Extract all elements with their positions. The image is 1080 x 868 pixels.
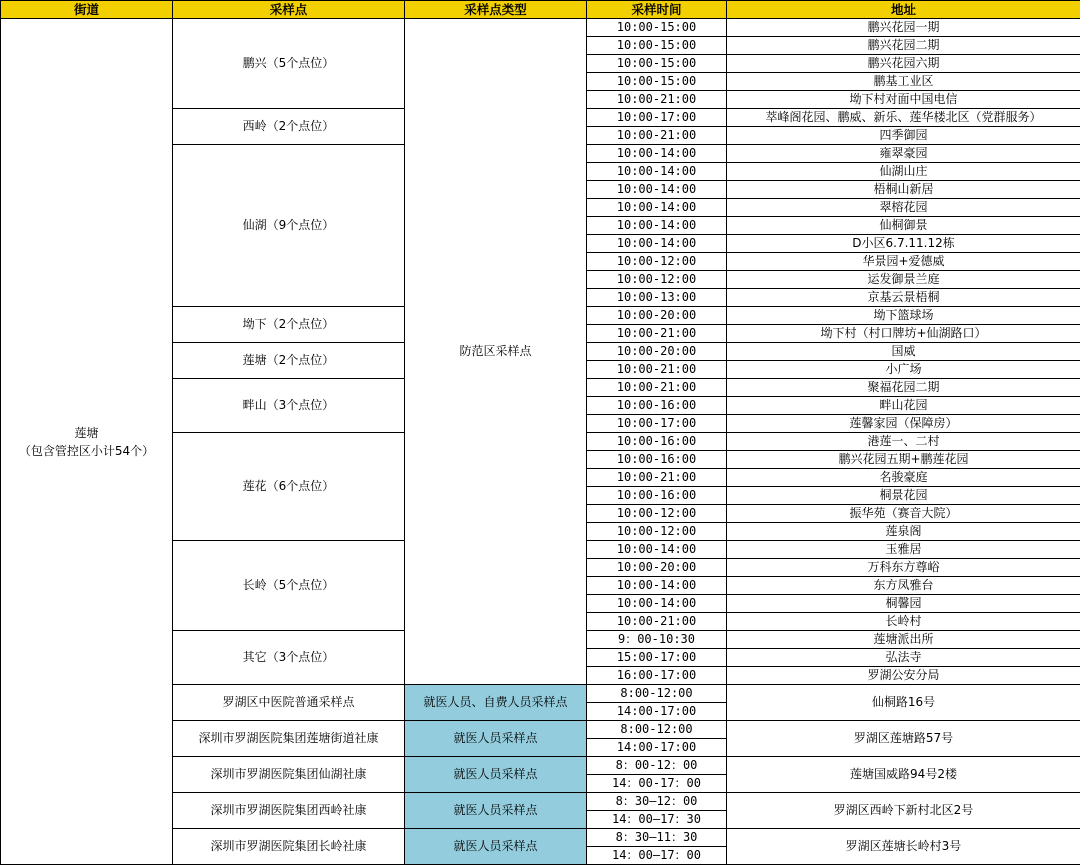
header-type: 采样点类型 [405,1,587,19]
address-cell: 万科东方尊峪 [727,559,1080,577]
time-cell: 10:00-14:00 [587,181,727,199]
address-cell: 坳下篮球场 [727,307,1080,325]
header-site: 采样点 [173,1,405,19]
time-cell: 16:00-17:00 [587,667,727,685]
address-cell: 运发御景兰庭 [727,271,1080,289]
time-cell: 8：00-12：00 [587,757,727,775]
address-cell: 仙桐御景 [727,217,1080,235]
time-cell: 10:00-14:00 [587,199,727,217]
address-cell: 国威 [727,343,1080,361]
time-cell: 10:00-16:00 [587,487,727,505]
address-cell: D小区6.7.11.12栋 [727,235,1080,253]
address-cell: 弘法寺 [727,649,1080,667]
time-cell: 10:00-21:00 [587,127,727,145]
time-cell: 10:00-14:00 [587,541,727,559]
time-cell: 10:00-15:00 [587,55,727,73]
site-cell: 西岭（2个点位） [173,109,405,145]
type-cell: 就医人员采样点 [405,757,587,793]
address-cell: 桐景花园 [727,487,1080,505]
site-cell: 仙湖（9个点位） [173,145,405,307]
time-cell: 10:00-12:00 [587,523,727,541]
address-cell: 鹏兴花园二期 [727,37,1080,55]
address-cell: 玉雅居 [727,541,1080,559]
time-cell: 10:00-13:00 [587,289,727,307]
time-cell: 14：00—17：30 [587,811,727,829]
header-row [1,1,1080,19]
address-cell: 坳下村（村口牌坊+仙湖路口） [727,325,1080,343]
site-cell: 莲花（6个点位） [173,433,405,541]
time-cell: 14:00-17:00 [587,739,727,757]
address-cell: 华景园+爱德威 [727,253,1080,271]
address-cell: 莲塘派出所 [727,631,1080,649]
time-cell: 10:00-14:00 [587,595,727,613]
address-cell: 雍翠豪园 [727,145,1080,163]
header-address: 地址 [727,1,1080,19]
time-cell: 15:00-17:00 [587,649,727,667]
site-cell: 长岭（5个点位） [173,541,405,631]
type-cell: 就医人员采样点 [405,721,587,757]
site-cell: 深圳市罗湖医院集团仙湖社康 [173,757,405,793]
table-row [1,19,1080,37]
site-cell: 鹏兴（5个点位） [173,19,405,109]
time-cell: 10:00-21:00 [587,379,727,397]
address-cell: 萃峰阁花园、鹏威、新乐、莲华楼北区（党群服务） [727,109,1080,127]
address-cell: 长岭村 [727,613,1080,631]
site-cell: 坳下（2个点位） [173,307,405,343]
time-cell: 10:00-16:00 [587,433,727,451]
time-cell: 10:00-14:00 [587,163,727,181]
site-cell: 罗湖区中医院普通采样点 [173,685,405,721]
time-cell: 10:00-14:00 [587,217,727,235]
time-cell: 10:00-21:00 [587,361,727,379]
street-note: （包含管控区小计54个） [18,443,155,458]
address-cell: 坳下村对面中国电信 [727,91,1080,109]
address-cell: 罗湖区莲塘长岭村3号 [727,829,1080,865]
address-cell: 鹏基工业区 [727,73,1080,91]
site-cell: 莲塘（2个点位） [173,343,405,379]
time-cell: 9：00-10:30 [587,631,727,649]
time-cell: 10:00-16:00 [587,451,727,469]
time-cell: 14:00-17:00 [587,703,727,721]
site-cell: 畔山（3个点位） [173,379,405,433]
time-cell: 10:00-21:00 [587,325,727,343]
address-cell: 莲馨家园（保障房） [727,415,1080,433]
address-cell: 畔山花园 [727,397,1080,415]
address-cell: 鹏兴花园一期 [727,19,1080,37]
address-cell: 仙湖山庄 [727,163,1080,181]
time-cell: 10:00-14:00 [587,235,727,253]
time-cell: 10:00-14:00 [587,577,727,595]
address-cell: 梧桐山新居 [727,181,1080,199]
address-cell: 鹏兴花园五期+鹏莲花园 [727,451,1080,469]
time-cell: 10:00-12:00 [587,253,727,271]
header-time: 采样时间 [587,1,727,19]
address-cell: 桐馨园 [727,595,1080,613]
type-cell: 就医人员采样点 [405,793,587,829]
address-cell: 港莲一、二村 [727,433,1080,451]
site-cell: 深圳市罗湖医院集团莲塘街道社康 [173,721,405,757]
address-cell: 仙桐路16号 [727,685,1080,721]
time-cell: 10:00-15:00 [587,19,727,37]
time-cell: 8：30—11：30 [587,829,727,847]
address-cell: 名骏豪庭 [727,469,1080,487]
site-cell: 深圳市罗湖医院集团长岭社康 [173,829,405,865]
time-cell: 10:00-21:00 [587,613,727,631]
address-cell: 鹏兴花园六期 [727,55,1080,73]
address-cell: 东方凤雅台 [727,577,1080,595]
header-street: 街道 [1,1,173,19]
type-cell: 防范区采样点 [405,19,587,685]
time-cell: 14：00-17：00 [587,775,727,793]
time-cell: 10:00-21:00 [587,91,727,109]
address-cell: 京基云景梧桐 [727,289,1080,307]
time-cell: 10:00-15:00 [587,37,727,55]
address-cell: 翠榕花园 [727,199,1080,217]
street-cell [1,19,173,865]
time-cell: 10:00-20:00 [587,343,727,361]
address-cell: 罗湖公安分局 [727,667,1080,685]
time-cell: 8：30—12：00 [587,793,727,811]
time-cell: 14：00—17：00 [587,847,727,865]
site-cell: 其它（3个点位） [173,631,405,685]
type-cell: 就医人员采样点 [405,829,587,865]
time-cell: 10:00-21:00 [587,469,727,487]
address-cell: 聚福花园二期 [727,379,1080,397]
address-cell: 小广场 [727,361,1080,379]
time-cell: 10:00-20:00 [587,559,727,577]
time-cell: 10:00-16:00 [587,397,727,415]
type-cell: 就医人员、自费人员采样点 [405,685,587,721]
time-cell: 8:00-12:00 [587,685,727,703]
time-cell: 10:00-20:00 [587,307,727,325]
address-cell: 振华苑（赛音大院） [727,505,1080,523]
address-cell: 罗湖区西岭下新村北区2号 [727,793,1080,829]
street-name: 莲塘 [74,425,99,440]
address-cell: 莲泉阁 [727,523,1080,541]
time-cell: 10:00-14:00 [587,145,727,163]
time-cell: 8:00-12:00 [587,721,727,739]
time-cell: 10:00-12:00 [587,271,727,289]
address-cell: 四季御园 [727,127,1080,145]
site-cell: 深圳市罗湖医院集团西岭社康 [173,793,405,829]
address-cell: 罗湖区莲塘路57号 [727,721,1080,757]
time-cell: 10:00-15:00 [587,73,727,91]
address-cell: 莲塘国威路94号2楼 [727,757,1080,793]
time-cell: 10:00-12:00 [587,505,727,523]
time-cell: 10:00-17:00 [587,109,727,127]
time-cell: 10:00-17:00 [587,415,727,433]
